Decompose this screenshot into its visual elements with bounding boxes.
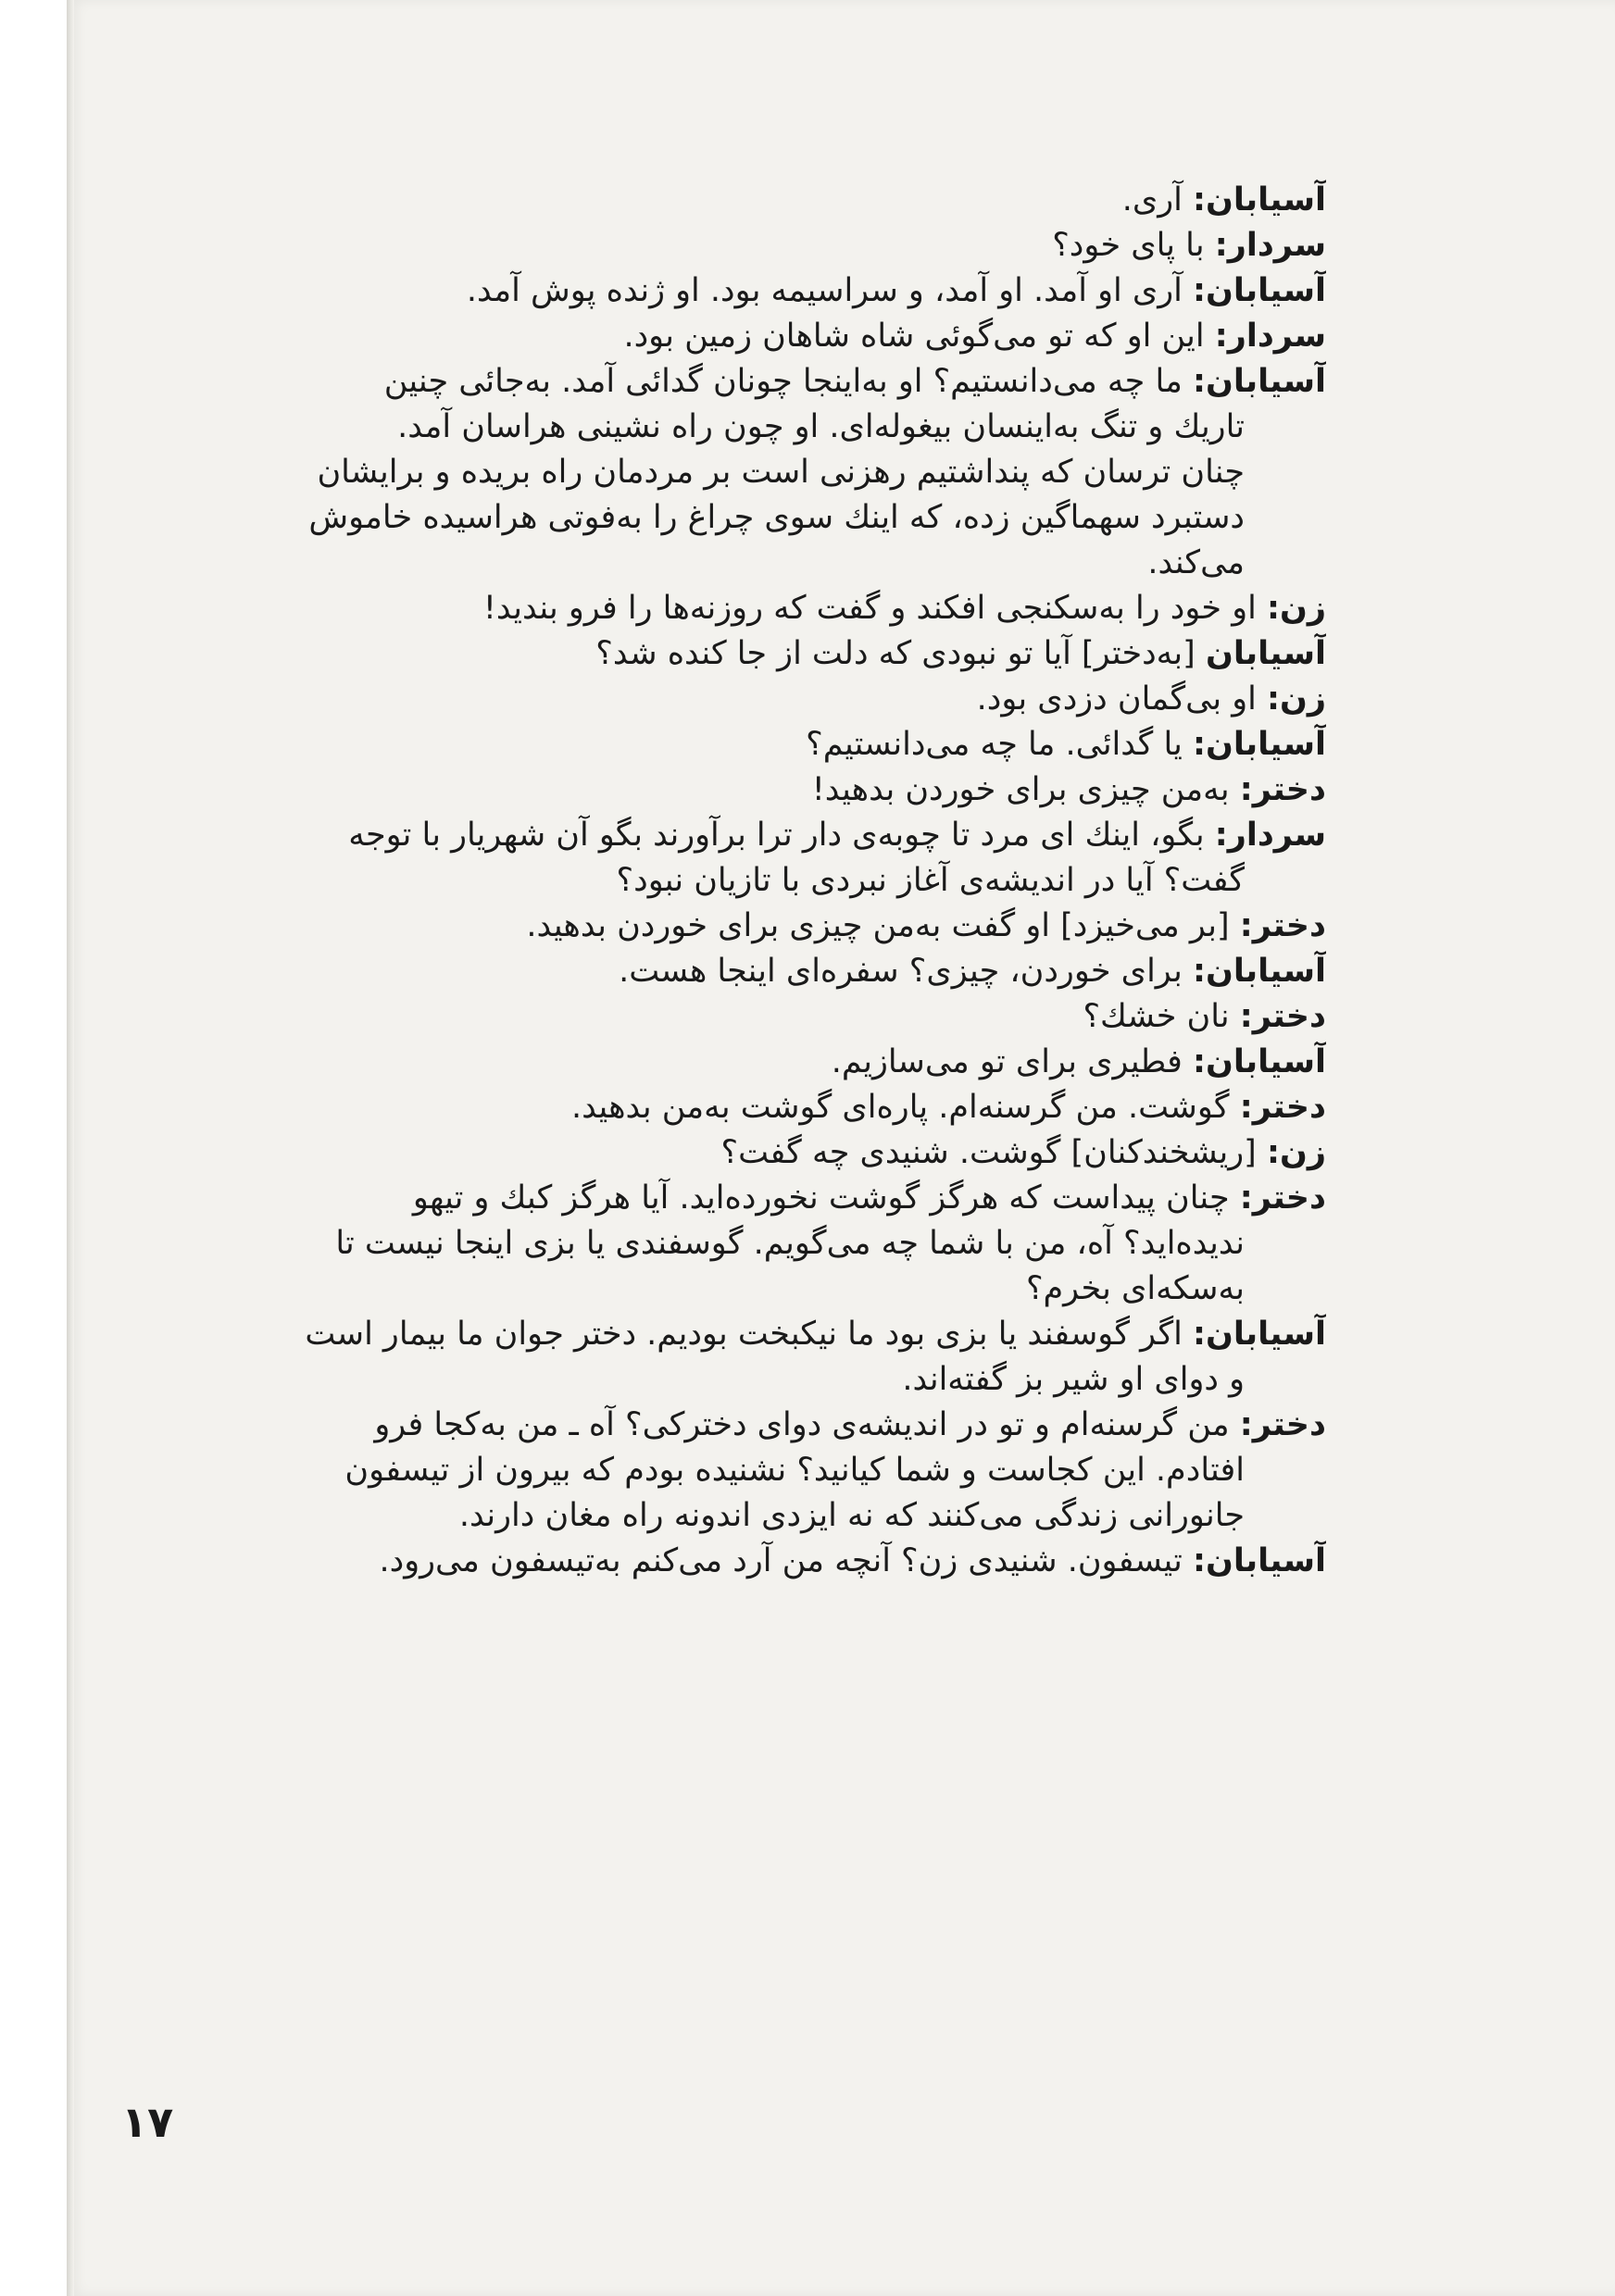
speaker-label: آسیابان:: [1193, 1043, 1326, 1080]
line-text: تاریك و تنگ به‌اینسان بیغوله‌ای. او چون راه نشینی هراسان آمد.: [397, 408, 1245, 445]
dialogue-continuation-line: [215, 858, 1326, 904]
line-text: او خود را به‌سکنجی افکند و گفت که روزنه‌ها را فرو بندید!: [482, 590, 1257, 627]
line-text: [به‌دختر] آیا تو نبودی که دلت از جا کنده شد؟: [595, 635, 1196, 672]
dialogue-line: [215, 314, 1326, 359]
dialogue-line: [215, 677, 1326, 722]
line-text: ما چه می‌دانستیم؟ او به‌اینجا چونان گدائی آمد. به‌جائی چنین: [383, 363, 1183, 400]
speaker-label: دختر:: [1239, 998, 1326, 1035]
line-text: آری.: [1121, 181, 1183, 218]
dialogue-line: [215, 1085, 1326, 1130]
page-edge-shadow: [67, 0, 74, 2296]
line-text: گوشت. من گرسنه‌ام. پاره‌ای گوشت به‌من بدهید.: [571, 1089, 1230, 1126]
speaker-label: دختر:: [1239, 907, 1326, 944]
dialogue-continuation-line: [215, 541, 1326, 586]
dialogue-line: [215, 631, 1326, 677]
page-number: ۱۷: [121, 2097, 174, 2147]
line-text: او بی‌گمان دزدی بود.: [976, 680, 1257, 718]
speaker-label: آسیابان:: [1193, 181, 1326, 218]
line-text: بگو، اینك ای مرد تا چوبه‌ی دار ترا برآورند بگو آن شهریار با توجه: [348, 817, 1205, 854]
speaker-label: سردار:: [1214, 318, 1326, 355]
line-text: به‌سکه‌ای بخرم؟: [1025, 1270, 1245, 1307]
speaker-label: زن:: [1266, 1134, 1326, 1171]
dialogue-line: [215, 813, 1326, 858]
line-text: [بر می‌خیزد] او گفت به‌من چیزی برای خوردن بدهید.: [526, 907, 1230, 944]
line-text: دستبرد سهماگین زده، که اینك سوی چراغ را به‌فوتی هراسیده خاموش: [308, 499, 1245, 536]
dialogue-line: [215, 1539, 1326, 1584]
line-text: اگر گوسفند یا بزی بود ما نیکبخت بودیم. دختر جوان ما بیمار است: [305, 1316, 1183, 1353]
speaker-label: آسیابان:: [1193, 363, 1326, 400]
line-text: تیسفون. شنیدی زن؟ آنچه من آرد می‌کنم به‌تیسفون می‌رود.: [379, 1542, 1183, 1579]
line-text: با پای خود؟: [1052, 227, 1205, 264]
line-text: گفت؟ آیا در اندیشه‌ی آغاز نبردی با تازیان نبود؟: [616, 862, 1245, 899]
dialogue-line: [215, 178, 1326, 223]
dialogue-continuation-line: [215, 495, 1326, 541]
dialogue-line: [215, 268, 1326, 314]
dialogue-line: [215, 949, 1326, 994]
dialogue-continuation-line: [215, 1221, 1326, 1267]
line-text: فطیری برای تو می‌سازیم.: [831, 1043, 1183, 1080]
dialogue-continuation-line: [215, 405, 1326, 450]
dialogue-line: [215, 767, 1326, 813]
dialogue-line: [215, 904, 1326, 949]
dialogue-line: [215, 586, 1326, 631]
line-text: چنان ترسان که پنداشتیم رهزنی است بر مردمان راه بریده و برایشان: [317, 454, 1245, 491]
line-text: به‌من چیزی برای خوردن بدهید!: [811, 771, 1230, 808]
line-text: این او که تو می‌گوئی شاه شاهان زمین بود.: [623, 318, 1205, 355]
speaker-label: آسیابان:: [1193, 272, 1326, 309]
speaker-label: سردار:: [1214, 817, 1326, 854]
dialogue-continuation-line: [215, 1267, 1326, 1312]
speaker-label: آسیابان:: [1193, 726, 1326, 763]
dialogue-text: [215, 178, 1326, 1584]
speaker-label: آسیابان:: [1193, 1542, 1326, 1579]
line-text: و دوای او شیر بز گفته‌اند.: [902, 1361, 1245, 1398]
speaker-label: دختر:: [1239, 1179, 1326, 1217]
dialogue-continuation-line: [215, 1493, 1326, 1539]
dialogue-line: [215, 1040, 1326, 1085]
line-text: چنان پیداست که هرگز گوشت نخورده‌اید. آیا هرگز کبك و تیهو: [412, 1179, 1230, 1217]
speaker-label: زن:: [1266, 590, 1326, 627]
dialogue-line: [215, 722, 1326, 767]
dialogue-line: [215, 1130, 1326, 1176]
speaker-label: زن:: [1266, 680, 1326, 718]
dialogue-continuation-line: [215, 1448, 1326, 1493]
speaker-label: دختر:: [1239, 1089, 1326, 1126]
line-text: می‌کند.: [1147, 544, 1245, 581]
line-text: ندیده‌اید؟ آه، من با شما چه می‌گویم. گوسفندی یا بزی اینجا نیست تا: [335, 1225, 1245, 1262]
line-text: نان خشك؟: [1083, 998, 1230, 1035]
speaker-label: دختر:: [1239, 771, 1326, 808]
speaker-label: آسیابان:: [1193, 1316, 1326, 1353]
speaker-label: آسیابان:: [1193, 953, 1326, 990]
speaker-label: سردار:: [1214, 227, 1326, 264]
dialogue-line: [215, 1312, 1326, 1357]
line-text: من گرسنه‌ام و تو در اندیشه‌ی دوای دخترکی؟ آه ـ من به‌کجا فرو: [374, 1406, 1230, 1443]
dialogue-line: [215, 359, 1326, 405]
dialogue-line: [215, 1403, 1326, 1448]
line-text: جانورانی زندگی می‌کنند که نه ایزدی اندونه راه مغان دارند.: [458, 1497, 1245, 1534]
line-text: یا گدائی. ما چه می‌دانستیم؟: [806, 726, 1183, 763]
speaker-label: آسیابان: [1205, 635, 1326, 672]
line-text: [ریشخندکنان] گوشت. شنیدی چه گفت؟: [720, 1134, 1257, 1171]
dialogue-continuation-line: [215, 1357, 1326, 1403]
line-text: آری او آمد. او آمد، و سراسیمه بود. او ژنده پوش آمد.: [466, 272, 1183, 309]
line-text: برای خوردن، چیزی؟ سفره‌ای اینجا هست.: [619, 953, 1183, 990]
line-text: افتادم. این کجاست و شما کیانید؟ نشنیده بودم که بیرون از تیسفون: [344, 1452, 1245, 1489]
speaker-label: دختر:: [1239, 1406, 1326, 1443]
dialogue-line: [215, 994, 1326, 1040]
dialogue-continuation-line: [215, 450, 1326, 495]
dialogue-line: [215, 223, 1326, 268]
dialogue-line: [215, 1176, 1326, 1221]
